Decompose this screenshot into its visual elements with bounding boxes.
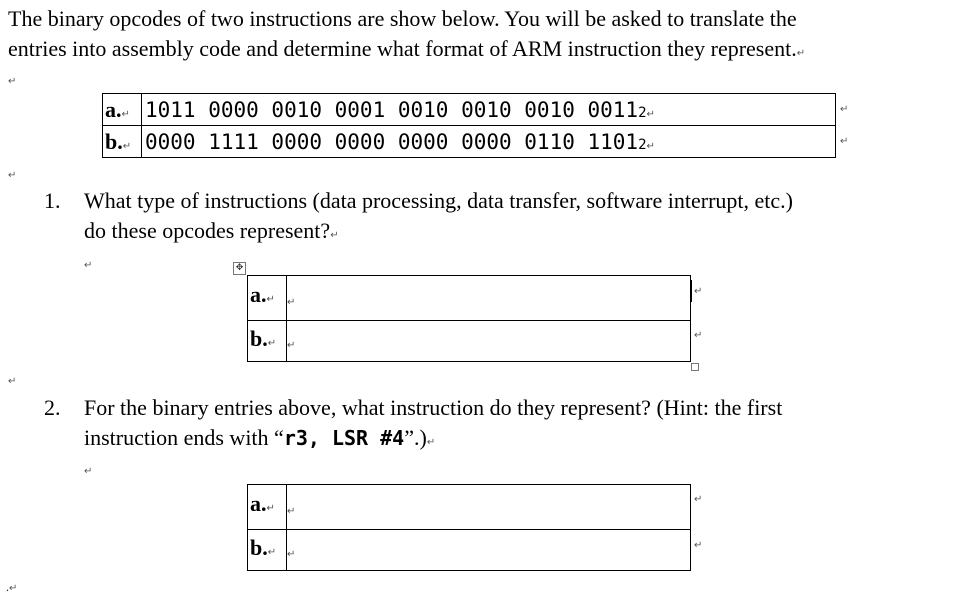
- paragraph-mark: ↵: [267, 338, 277, 349]
- opcode-bits: 0000 1111 0000 0000 0000 0000 0110 1101: [145, 129, 639, 154]
- question-1-line-1: What type of instructions (data processing, data transfer, software interrupt, etc.): [84, 188, 793, 213]
- row-end-mark: ↵: [840, 104, 849, 115]
- opcode-bits-cell: [142, 126, 836, 158]
- intro-line-2: [8, 34, 958, 69]
- paragraph-mark: ↵: [8, 76, 17, 87]
- row-end-mark: ↵: [694, 494, 703, 505]
- paragraph-mark: ↵: [8, 170, 17, 181]
- text-cursor: [691, 280, 692, 302]
- answer-label: a.: [250, 282, 267, 307]
- table-move-handle-icon[interactable]: ✥: [233, 262, 246, 275]
- row-end-mark: ↵: [694, 330, 703, 341]
- opcode-bits: 1011 0000 0010 0001 0010 0010 0010 0011: [145, 97, 639, 122]
- answer-label-cell: [248, 485, 287, 530]
- paragraph-mark: ↵: [287, 549, 296, 560]
- answer-1-row-a: [248, 276, 691, 321]
- answer-label: b.: [250, 535, 268, 560]
- paragraph-mark: ↵: [9, 583, 18, 594]
- paragraph-mark: ↵: [84, 466, 93, 477]
- question-1-line-2: [84, 216, 339, 251]
- row-end-mark: ↵: [840, 136, 849, 147]
- opcode-label: b.: [105, 128, 123, 154]
- answer-label-cell: [248, 530, 287, 571]
- paragraph-mark: ↵: [266, 503, 275, 514]
- paragraph-mark: ↵: [646, 108, 655, 120]
- table-resize-handle-icon[interactable]: [691, 363, 699, 371]
- opcode-base-subscript: 2: [638, 104, 647, 121]
- question-2-line-2: [84, 423, 435, 458]
- question-2-line-1: For the binary entries above, what instruction do they represent? (Hint: the first: [84, 395, 783, 420]
- answer-table-2: [247, 484, 691, 571]
- answer-label-cell: [248, 321, 287, 362]
- opcode-base-subscript: 2: [638, 136, 647, 153]
- final-paragraph: .↵: [6, 580, 18, 594]
- answer-2b-input[interactable]: [287, 530, 691, 571]
- opcode-row-b: [103, 126, 836, 158]
- paragraph-mark: ↵: [287, 297, 296, 308]
- opcode-bits-cell: [142, 94, 836, 126]
- opcode-label-cell: [103, 126, 142, 158]
- opcode-label-cell: [103, 94, 142, 126]
- answer-table-1: [247, 275, 691, 362]
- paragraph-mark: ↵: [426, 437, 436, 448]
- paragraph-mark: ↵: [84, 260, 93, 271]
- question-2-code-hint: r3, LSR #4: [283, 426, 405, 450]
- paragraph-mark: ↵: [267, 547, 277, 558]
- intro-line-2-text: entries into assembly code and determine what format of ARM instruction they represent.: [8, 36, 797, 61]
- paragraph-mark: ↵: [646, 140, 655, 152]
- paragraph-mark: ↵: [287, 340, 296, 351]
- opcode-label: a.: [105, 96, 122, 122]
- answer-1a-input[interactable]: [287, 276, 691, 321]
- opcode-table: [102, 93, 836, 158]
- paragraph-mark: ↵: [330, 230, 339, 241]
- row-end-mark: ↵: [694, 540, 703, 551]
- question-1-number: 1.: [44, 188, 61, 213]
- opcode-row-a: [103, 94, 836, 126]
- question-1-line-2-text: do these opcodes represent?: [84, 218, 331, 243]
- answer-2a-input[interactable]: [287, 485, 691, 530]
- paragraph-mark: ↵: [8, 376, 17, 387]
- answer-2-row-a: [248, 485, 691, 530]
- paragraph-mark: ↵: [796, 48, 806, 59]
- answer-2-row-b: [248, 530, 691, 571]
- intro-line-1: The binary opcodes of two instructions are show below. You will be asked to translate the: [8, 6, 797, 31]
- question-2-line-2-pre: instruction ends with “: [84, 425, 284, 450]
- answer-label: a.: [250, 491, 267, 516]
- row-end-mark: ↵: [694, 286, 703, 297]
- paragraph-mark: ↵: [121, 108, 130, 120]
- paragraph-mark: ↵: [122, 140, 132, 152]
- answer-1-row-b: [248, 321, 691, 362]
- paragraph-mark: ↵: [266, 294, 275, 305]
- question-2-line-2-post: ”.): [404, 425, 427, 450]
- answer-label: b.: [250, 326, 268, 351]
- answer-label-cell: [248, 276, 287, 321]
- answer-1b-input[interactable]: [287, 321, 691, 362]
- paragraph-mark: ↵: [287, 506, 296, 517]
- question-2-number: 2.: [44, 395, 61, 420]
